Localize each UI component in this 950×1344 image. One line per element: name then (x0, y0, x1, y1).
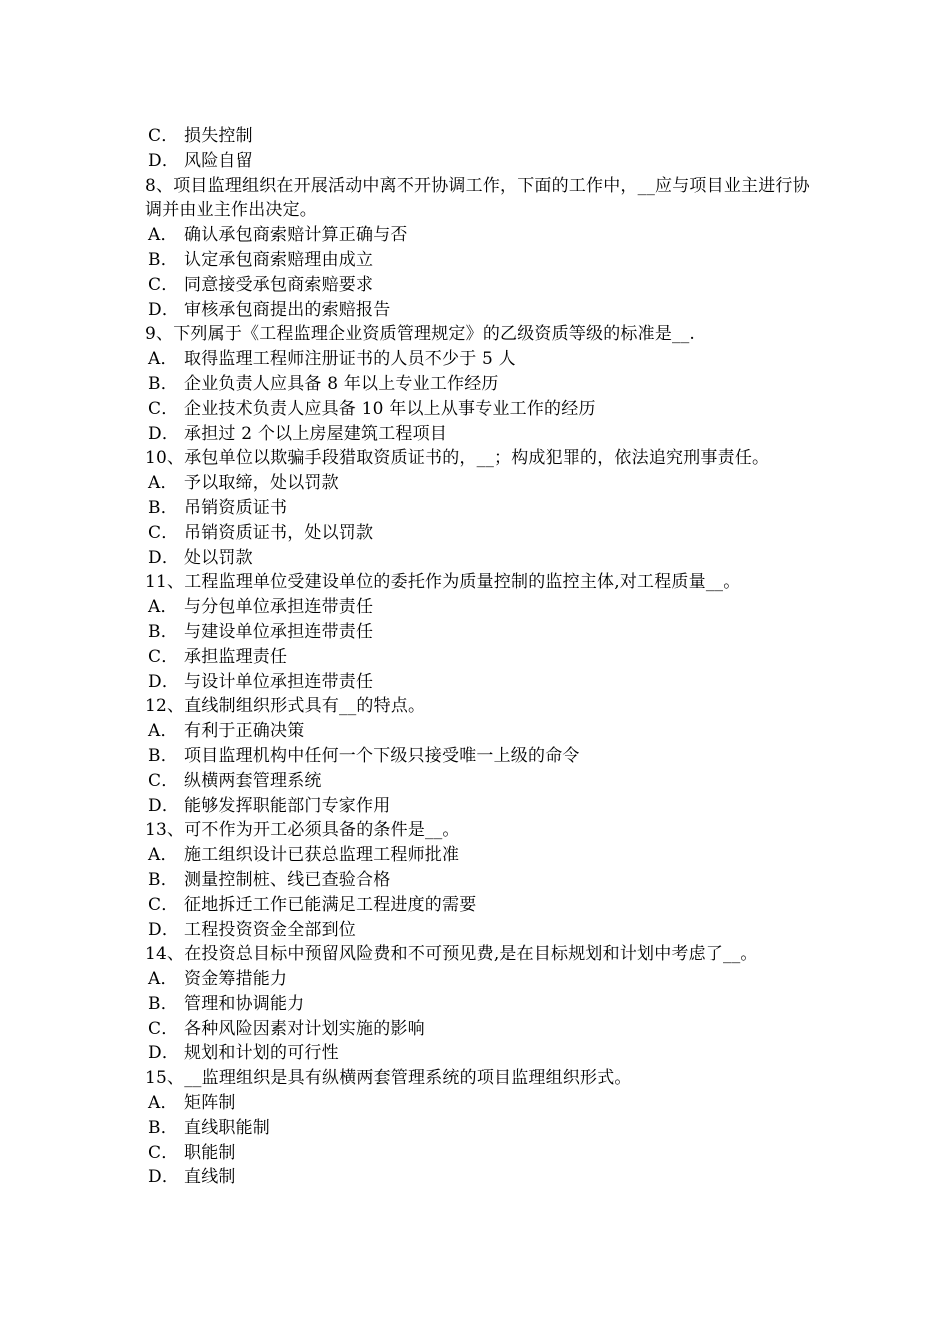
question-8-option-b: B． 认定承包商索赔理由成立 (148, 249, 374, 270)
question-14-option-a: A． 资金筹措能力 (148, 969, 288, 990)
question-9-option-c: C． 企业技术负责人应具备 10 年以上从事专业工作的经历 (148, 398, 596, 419)
question-12-option-d: D． 能够发挥职能部门专家作用 (148, 795, 391, 816)
question-11-option-d: D． 与设计单位承担连带责任 (148, 671, 374, 692)
question-12-option-c: C． 纵横两套管理系统 (148, 770, 322, 791)
question-13-option-c: C． 征地拆迁工作已能满足工程进度的需要 (148, 894, 477, 915)
question-8-stem: 8、项目监理组织在开展活动中离不开协调工作，下面的工作中，__应与项目业主进行协调并由业主作出决定。 (145, 175, 810, 221)
question-10-option-c: C． 吊销资质证书，处以罚款 (148, 522, 374, 543)
question-8-option-c: C． 同意接受承包商索赔要求 (148, 274, 374, 295)
question-13-option-b: B． 测量控制桩、线已查验合格 (148, 869, 391, 890)
question-15-stem: 15、__监理组织是具有纵横两套管理系统的项目监理组织形式。 (145, 1068, 632, 1089)
question-9-option-b: B． 企业负责人应具备 8 年以上专业工作经历 (148, 373, 499, 394)
question-11-option-a: A． 与分包单位承担连带责任 (148, 597, 374, 618)
question-8-option-d: D． 审核承包商提出的索赔报告 (148, 299, 391, 320)
question-13-option-d: D． 工程投资资金全部到位 (148, 919, 356, 940)
question-11-option-b: B． 与建设单位承担连带责任 (148, 621, 374, 642)
question-14-option-c: C． 各种风险因素对计划实施的影响 (148, 1018, 425, 1039)
option-d: D． 风险自留 (148, 150, 253, 171)
question-15-option-b: B． 直线职能制 (148, 1117, 270, 1138)
question-14-stem: 14、在投资总目标中预留风险费和不可预见费,是在目标规划和计划中考虑了__。 (145, 944, 758, 965)
question-14-option-d: D． 规划和计划的可行性 (148, 1043, 339, 1064)
question-10-option-d: D． 处以罚款 (148, 547, 253, 568)
question-14-option-b: B． 管理和协调能力 (148, 993, 305, 1014)
question-12-stem: 12、直线制组织形式具有__的特点。 (145, 696, 426, 717)
question-8-option-a: A． 确认承包商索赔计算正确与否 (148, 225, 408, 246)
question-15-option-d: D． 直线制 (148, 1167, 236, 1188)
question-9-option-a: A． 取得监理工程师注册证书的人员不少于 5 人 (148, 349, 516, 370)
question-11-option-c: C． 承担监理责任 (148, 646, 288, 667)
question-13-stem: 13、可不作为开工必须具备的条件是__。 (145, 820, 460, 841)
question-10-stem: 10、承包单位以欺骗手段猎取资质证书的，__；构成犯罪的，依法追究刑事责任。 (145, 448, 770, 469)
question-15-option-c: C． 职能制 (148, 1142, 236, 1163)
option-c: C． 损失控制 (148, 126, 253, 146)
question-9-stem: 9、下列属于《工程监理企业资质管理规定》的乙级资质等级的标准是__. (145, 324, 696, 345)
question-10-option-a: A． 予以取缔，处以罚款 (148, 473, 339, 494)
question-12-option-b: B． 项目监理机构中任何一个下级只接受唯一上级的命令 (148, 745, 580, 766)
document-body (145, 124, 825, 1190)
question-10-option-b: B． 吊销资质证书 (148, 497, 288, 518)
question-13-option-a: A． 施工组织设计已获总监理工程师批准 (148, 845, 460, 866)
question-12-option-a: A． 有利于正确决策 (148, 721, 305, 742)
question-11-stem: 11、工程监理单位受建设单位的委托作为质量控制的监控主体,对工程质量__。 (145, 572, 741, 593)
question-9-option-d: D． 承担过 2 个以上房屋建筑工程项目 (148, 423, 448, 444)
question-15-option-a: A． 矩阵制 (148, 1093, 236, 1114)
